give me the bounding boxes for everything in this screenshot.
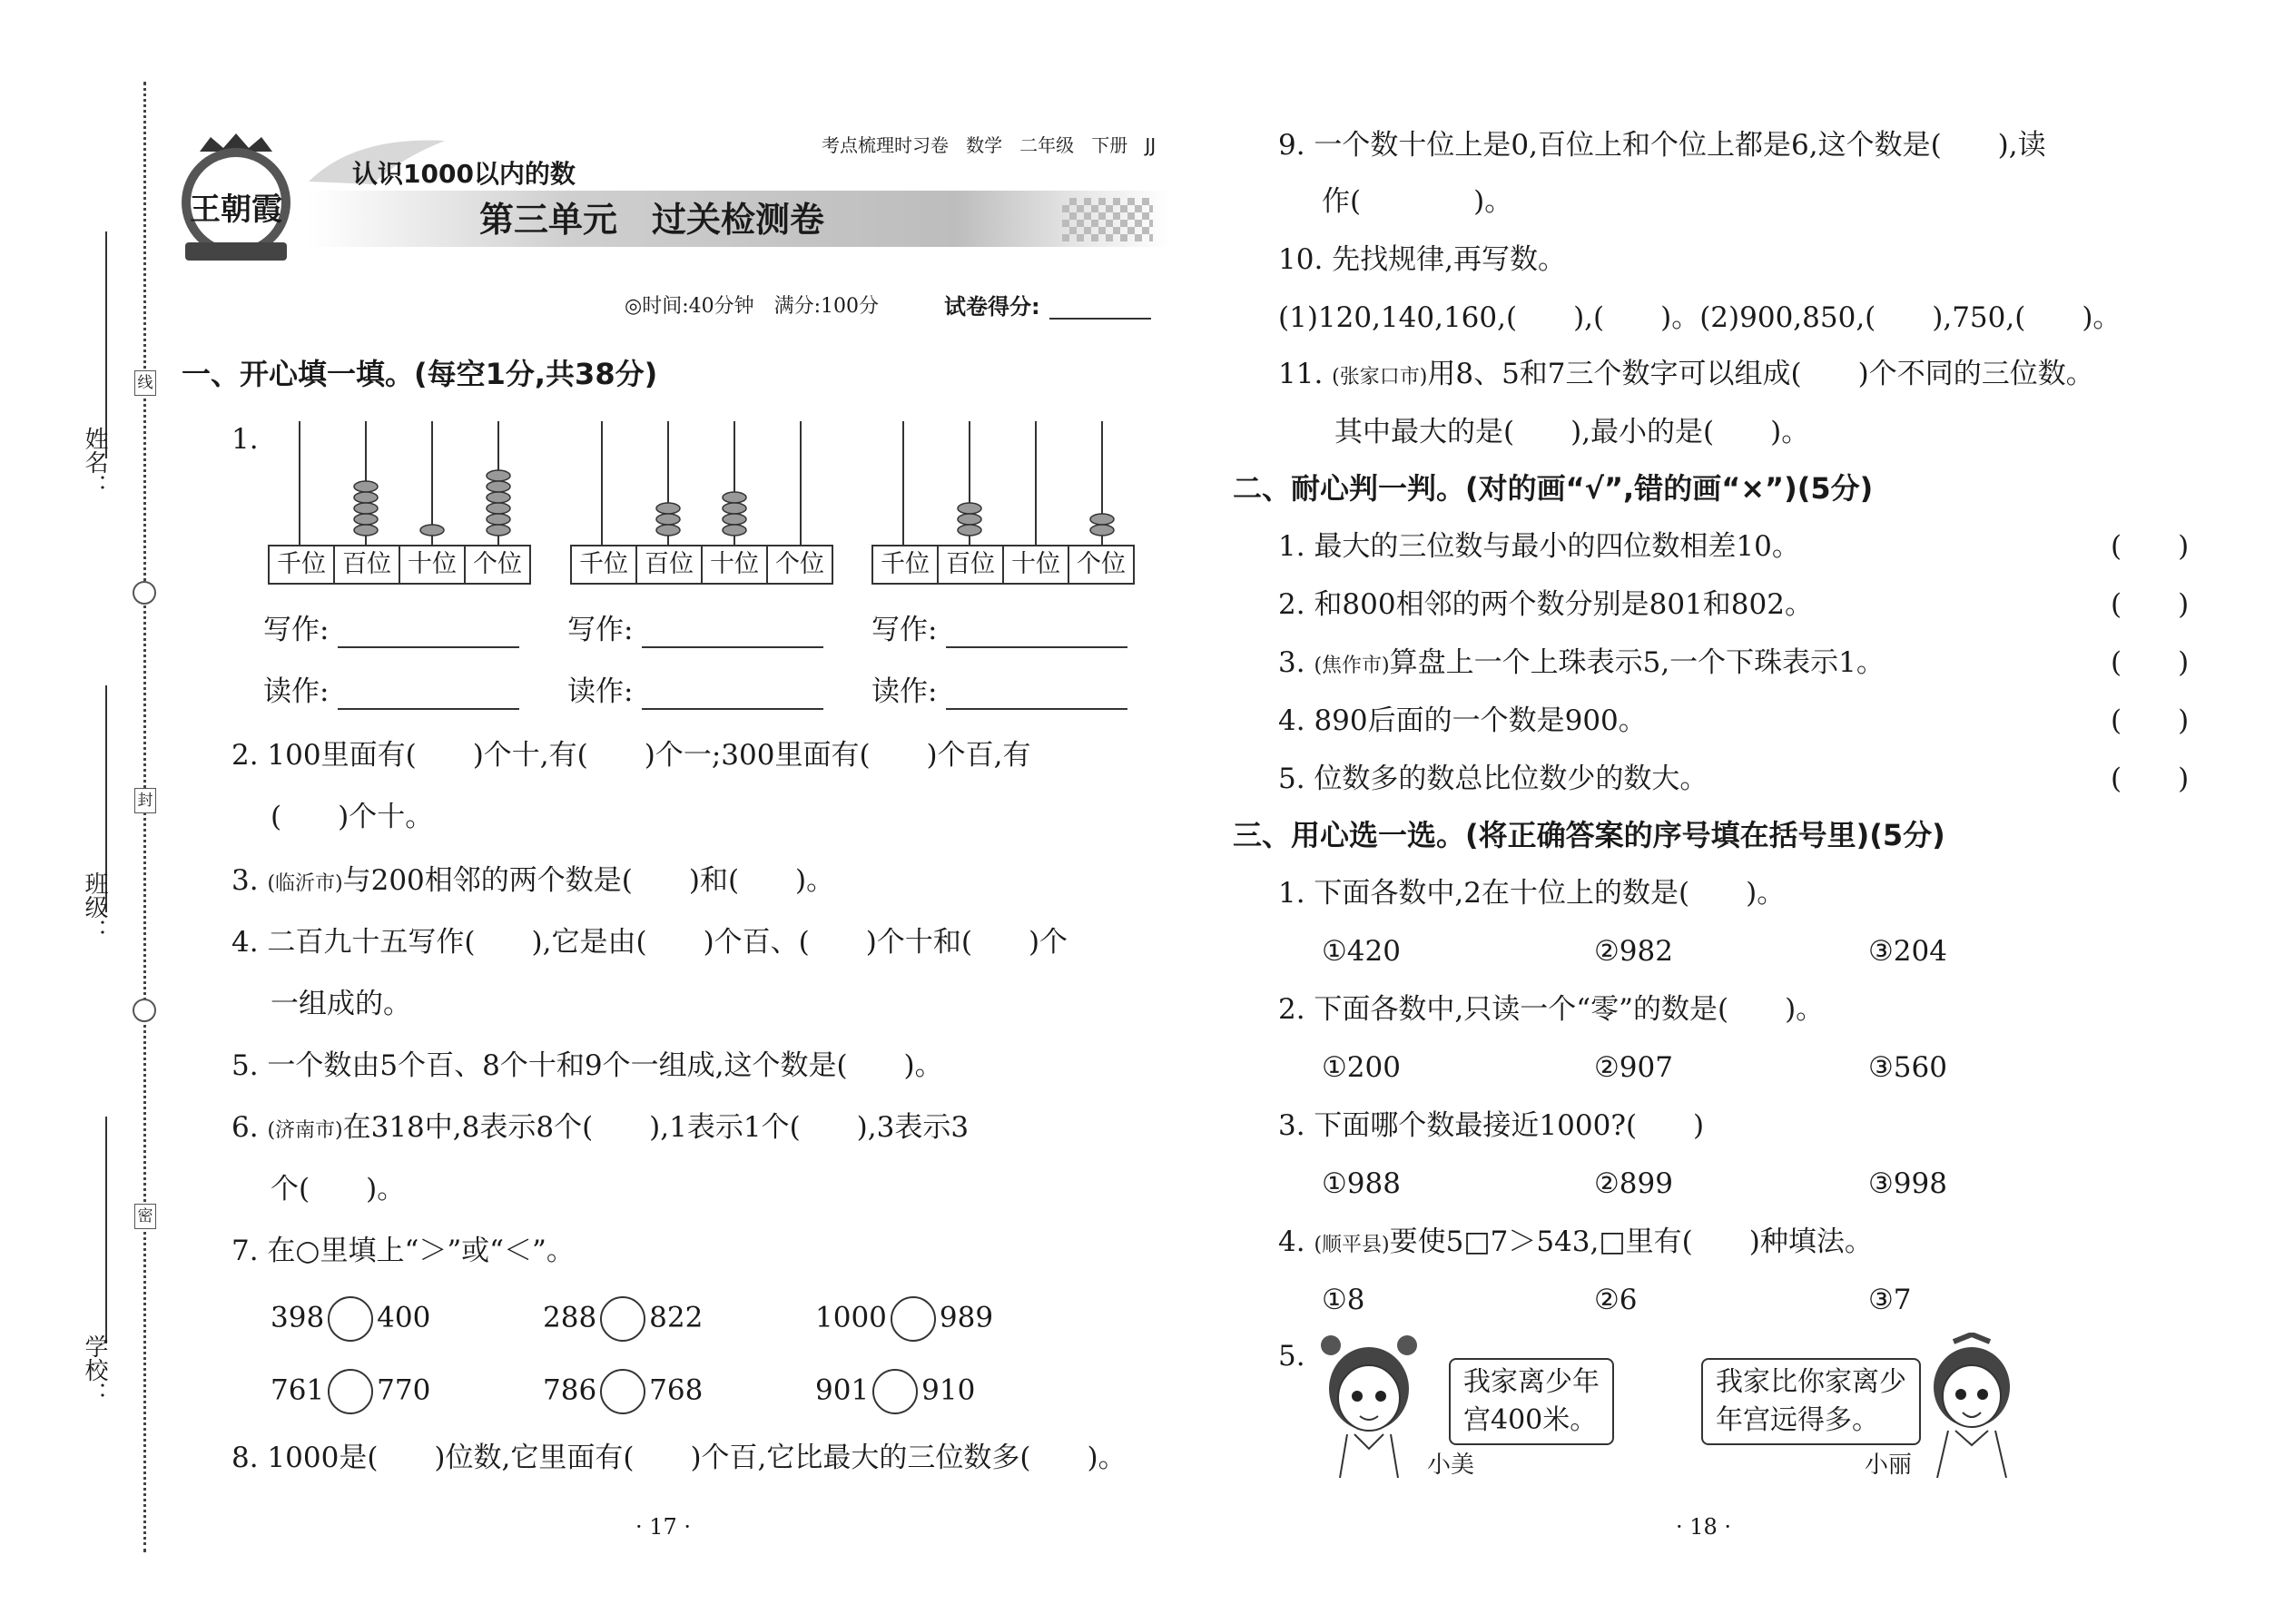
- place-ones: 个位: [473, 550, 522, 578]
- abacus-2: [570, 419, 833, 581]
- write-label-3: 写作:: [871, 614, 938, 646]
- question-9-line2: 作( )。: [1322, 185, 1513, 218]
- write-answer-3[interactable]: [946, 646, 1127, 648]
- question-6-tag: (济南市): [267, 1119, 343, 1142]
- question-6-text: 在318中,8表示8个( ),1表示1个( ),3表示3: [342, 1111, 970, 1144]
- choice-4-number: 4.: [1278, 1225, 1305, 1258]
- compare-circle[interactable]: [328, 1369, 373, 1414]
- read-label-2: 读作:: [567, 675, 634, 708]
- judge-text: 890后面的一个数是900。: [1314, 704, 1647, 737]
- judge-item-1: [1278, 528, 1800, 565]
- choice-2-option-c[interactable]: ③560: [1868, 1051, 1947, 1084]
- choice-2-option-a[interactable]: ①200: [1322, 1051, 1401, 1084]
- question-11-tag: (张家口市): [1332, 366, 1428, 389]
- judge-item-4: [1278, 703, 1647, 739]
- read-label-3: 读作:: [871, 675, 938, 708]
- judge-number: 1.: [1278, 530, 1305, 563]
- compare-right: 989: [939, 1301, 994, 1334]
- compare-item: [543, 1369, 703, 1414]
- q1-number: 1.: [231, 423, 259, 456]
- question-6-line1: [231, 1109, 969, 1149]
- compare-left: 786: [543, 1373, 597, 1407]
- judge-text: 位数多的数总比位数少的数大。: [1314, 763, 1708, 795]
- choice-1-option-c[interactable]: ③204: [1868, 935, 1947, 968]
- question-2-line1: 2. 100里面有( )个十,有( )个一;300里面有( )个百,有: [231, 739, 1031, 772]
- compare-circle[interactable]: [600, 1296, 645, 1342]
- judge-number: 4.: [1278, 704, 1305, 737]
- place-thousands: 千位: [572, 546, 637, 583]
- binding-hole-icon: [133, 581, 156, 605]
- exam-info: ◎时间:40分钟 满分:100分: [625, 295, 880, 318]
- place-tens: 十位: [703, 546, 768, 583]
- compare-right: 768: [649, 1373, 704, 1407]
- judge-item-2: [1278, 586, 1813, 623]
- seal-feng: 封: [134, 788, 156, 813]
- choice-question-2: 2. 下面各数中,只读一个“零”的数是( )。: [1278, 993, 1825, 1026]
- compare-right: 910: [921, 1373, 976, 1407]
- judge-item-5: [1278, 761, 1708, 797]
- question-3-text: 与200相邻的两个数是( )和( )。: [342, 864, 835, 897]
- name-label: 姓名：: [81, 427, 108, 497]
- judge-item-3: [1278, 645, 1885, 684]
- place-hundreds: 百位: [939, 546, 1004, 583]
- choice-4-option-c[interactable]: ③7: [1868, 1284, 1912, 1316]
- name-xiaomei: 小美: [1427, 1452, 1475, 1479]
- compare-circle[interactable]: [872, 1369, 918, 1414]
- read-label-1: 读作:: [263, 675, 330, 708]
- choice-4-option-b[interactable]: ②6: [1594, 1284, 1638, 1316]
- question-11-number: 11.: [1278, 358, 1324, 390]
- grade: 二年级: [1019, 134, 1075, 156]
- compare-left: 901: [815, 1373, 870, 1407]
- school-label: 学校：: [81, 1334, 108, 1405]
- choice-3-option-a[interactable]: ①988: [1322, 1167, 1401, 1200]
- question-10: 10. 先找规律,再写数。: [1278, 243, 1567, 276]
- choice-1-option-b[interactable]: ②982: [1594, 935, 1673, 968]
- place-ones: 个位: [775, 550, 824, 578]
- question-2-line2: ( )个十。: [271, 801, 434, 833]
- judge-text: 最大的三位数与最小的四位数相差10。: [1314, 530, 1800, 563]
- girl-xiaomei-illustration: [1314, 1333, 1423, 1478]
- checker-pattern: [1062, 198, 1153, 241]
- judge-answer-5[interactable]: ( ): [2111, 763, 2190, 795]
- write-answer-1[interactable]: [338, 646, 519, 648]
- series-meta: [822, 127, 1156, 163]
- compare-item: [543, 1296, 703, 1342]
- write-label-1: 写作:: [263, 614, 330, 646]
- place-hundreds: 百位: [637, 546, 703, 583]
- school-underline: [105, 1117, 107, 1343]
- compare-item: [815, 1369, 975, 1414]
- compare-circle[interactable]: [600, 1369, 645, 1414]
- question-4-line1: 4. 二百九十五写作( ),它是由( )个百、( )个十和( )个: [231, 926, 1068, 959]
- compare-item: [271, 1369, 430, 1414]
- section-3-heading: 三、用心选一选。(将正确答案的序号填在括号里)(5分): [1233, 818, 1945, 852]
- section-1-heading: 一、开心填一填。(每空1分,共38分): [182, 357, 658, 391]
- choice-3-option-b[interactable]: ②899: [1594, 1167, 1673, 1200]
- judge-answer-1[interactable]: ( ): [2111, 530, 2190, 563]
- name-underline: [105, 231, 107, 458]
- place-thousands: 千位: [270, 546, 335, 583]
- question-11-text: 用8、5和7三个数字可以组成( )个不同的三位数。: [1427, 358, 2094, 390]
- binding-dotted-line: [143, 82, 146, 1552]
- judge-number: 2.: [1278, 588, 1305, 621]
- topic: 认识1000以内的数: [352, 159, 576, 189]
- choice-question-4: [1278, 1224, 1873, 1264]
- judge-tag: (焦作市): [1314, 655, 1390, 677]
- choice-3-option-c[interactable]: ③998: [1868, 1167, 1947, 1200]
- speech-bubble-xiaomei: [1449, 1358, 1614, 1445]
- read-answer-3[interactable]: [946, 708, 1127, 710]
- question-6-number: 6.: [231, 1111, 259, 1144]
- choice-4-option-a[interactable]: ①8: [1322, 1284, 1365, 1316]
- compare-left: 1000: [815, 1301, 887, 1334]
- compare-circle[interactable]: [891, 1296, 936, 1342]
- place-tens: 十位: [400, 546, 466, 583]
- compare-circle[interactable]: [328, 1296, 373, 1342]
- compare-left: 288: [543, 1301, 597, 1334]
- series-name: 考点梳理时习卷: [822, 134, 949, 156]
- judge-text: 和800相邻的两个数分别是801和802。: [1314, 588, 1813, 621]
- judge-text: 算盘上一个上珠表示5,一个下珠表示1。: [1389, 646, 1885, 679]
- choice-2-option-b[interactable]: ②907: [1594, 1051, 1673, 1084]
- question-11-line1: [1278, 356, 2094, 396]
- abacus-place-labels: [268, 545, 531, 585]
- choice-4-text: 要使5□7＞543,□里有( )种填法。: [1389, 1225, 1873, 1258]
- abacus-place-labels: [871, 545, 1135, 585]
- place-hundreds: 百位: [335, 546, 400, 583]
- compare-item: [815, 1296, 993, 1342]
- compare-right: 822: [649, 1301, 704, 1334]
- choice-question-5-number: 5.: [1278, 1340, 1305, 1373]
- choice-1-option-a[interactable]: ①420: [1322, 935, 1401, 968]
- question-6-line2: 个( )。: [271, 1173, 406, 1206]
- question-3-number: 3.: [231, 864, 259, 897]
- score-label: 试卷得分:: [944, 294, 1040, 320]
- compare-left: 398: [271, 1301, 325, 1334]
- section-2-heading: 二、耐心判一判。(对的画“√”,错的画“×”)(5分): [1233, 471, 1874, 506]
- choice-question-1: 1. 下面各数中,2在十位上的数是( )。: [1278, 877, 1786, 910]
- question-3-tag: (临沂市): [267, 872, 343, 895]
- question-5: 5. 一个数由5个百、8个十和9个一组成,这个数是( )。: [231, 1049, 943, 1082]
- place-tens: 十位: [1004, 546, 1069, 583]
- page-number-right: · 18 ·: [1676, 1514, 1732, 1540]
- question-9-line1: 9. 一个数十位上是0,百位上和个位上都是6,这个数是( ),读: [1278, 129, 2046, 162]
- volume: 下册: [1091, 134, 1128, 156]
- logo-badge: [172, 132, 300, 268]
- name-xiaoli: 小丽: [1865, 1452, 1913, 1479]
- abacus-1: [268, 419, 531, 581]
- compare-right: 400: [377, 1301, 431, 1334]
- place-ones: 个位: [1077, 550, 1126, 578]
- judge-number: 3.: [1278, 646, 1305, 679]
- choice-question-3: 3. 下面哪个数最接近1000?( ): [1278, 1109, 1705, 1142]
- read-answer-1[interactable]: [338, 708, 519, 710]
- subject: 数学: [966, 134, 1003, 156]
- write-answer-2[interactable]: [642, 646, 823, 648]
- compare-item: [271, 1296, 430, 1342]
- choice-4-tag: (顺平县): [1314, 1234, 1390, 1256]
- judge-number: 5.: [1278, 763, 1305, 795]
- judge-answer-4[interactable]: ( ): [2111, 704, 2190, 737]
- read-answer-2[interactable]: [642, 708, 823, 710]
- bubble-1-line2: 宫400米。: [1463, 1404, 1598, 1436]
- speech-bubble-xiaoli: [1701, 1358, 1921, 1445]
- class-label: 班级：: [81, 871, 108, 942]
- page-title: 第三单元 过关检测卷: [479, 200, 825, 240]
- binding-hole-icon: [133, 999, 156, 1022]
- write-label-2: 写作:: [567, 614, 634, 646]
- question-4-line2: 一组成的。: [271, 988, 411, 1020]
- question-11-line2: 其中最大的是( ),最小的是( )。: [1334, 416, 1810, 448]
- judge-answer-2[interactable]: ( ): [2111, 588, 2190, 621]
- bubble-2-line1: 我家比你家离少: [1716, 1366, 1906, 1398]
- logo-text: 王朝霞: [190, 192, 282, 228]
- score-field[interactable]: [1049, 318, 1151, 320]
- judge-answer-3[interactable]: ( ): [2111, 646, 2190, 679]
- seal-mi: 密: [134, 1204, 156, 1229]
- question-8: 8. 1000是( )位数,它里面有( )个百,它比最大的三位数多( )。: [231, 1442, 1127, 1474]
- question-10-items: (1)120,140,160,( ),( )。(2)900,850,( ),750,( )。: [1278, 301, 2122, 334]
- question-3: [231, 862, 834, 902]
- place-thousands: 千位: [873, 546, 939, 583]
- edition: JJ: [1145, 134, 1157, 156]
- seal-xian: 线: [134, 370, 156, 396]
- bubble-1-line1: 我家离少年: [1463, 1366, 1600, 1398]
- compare-left: 761: [271, 1373, 325, 1407]
- girl-xiaoli-illustration: [1917, 1333, 2026, 1478]
- abacus-3: [871, 419, 1135, 581]
- bubble-2-line2: 年宫远得多。: [1716, 1404, 1879, 1436]
- page-number-left: · 17 ·: [635, 1514, 692, 1540]
- question-7: 7. 在○里填上“＞”或“＜”。: [231, 1235, 575, 1267]
- abacus-place-labels: [570, 545, 833, 585]
- compare-right: 770: [377, 1373, 431, 1407]
